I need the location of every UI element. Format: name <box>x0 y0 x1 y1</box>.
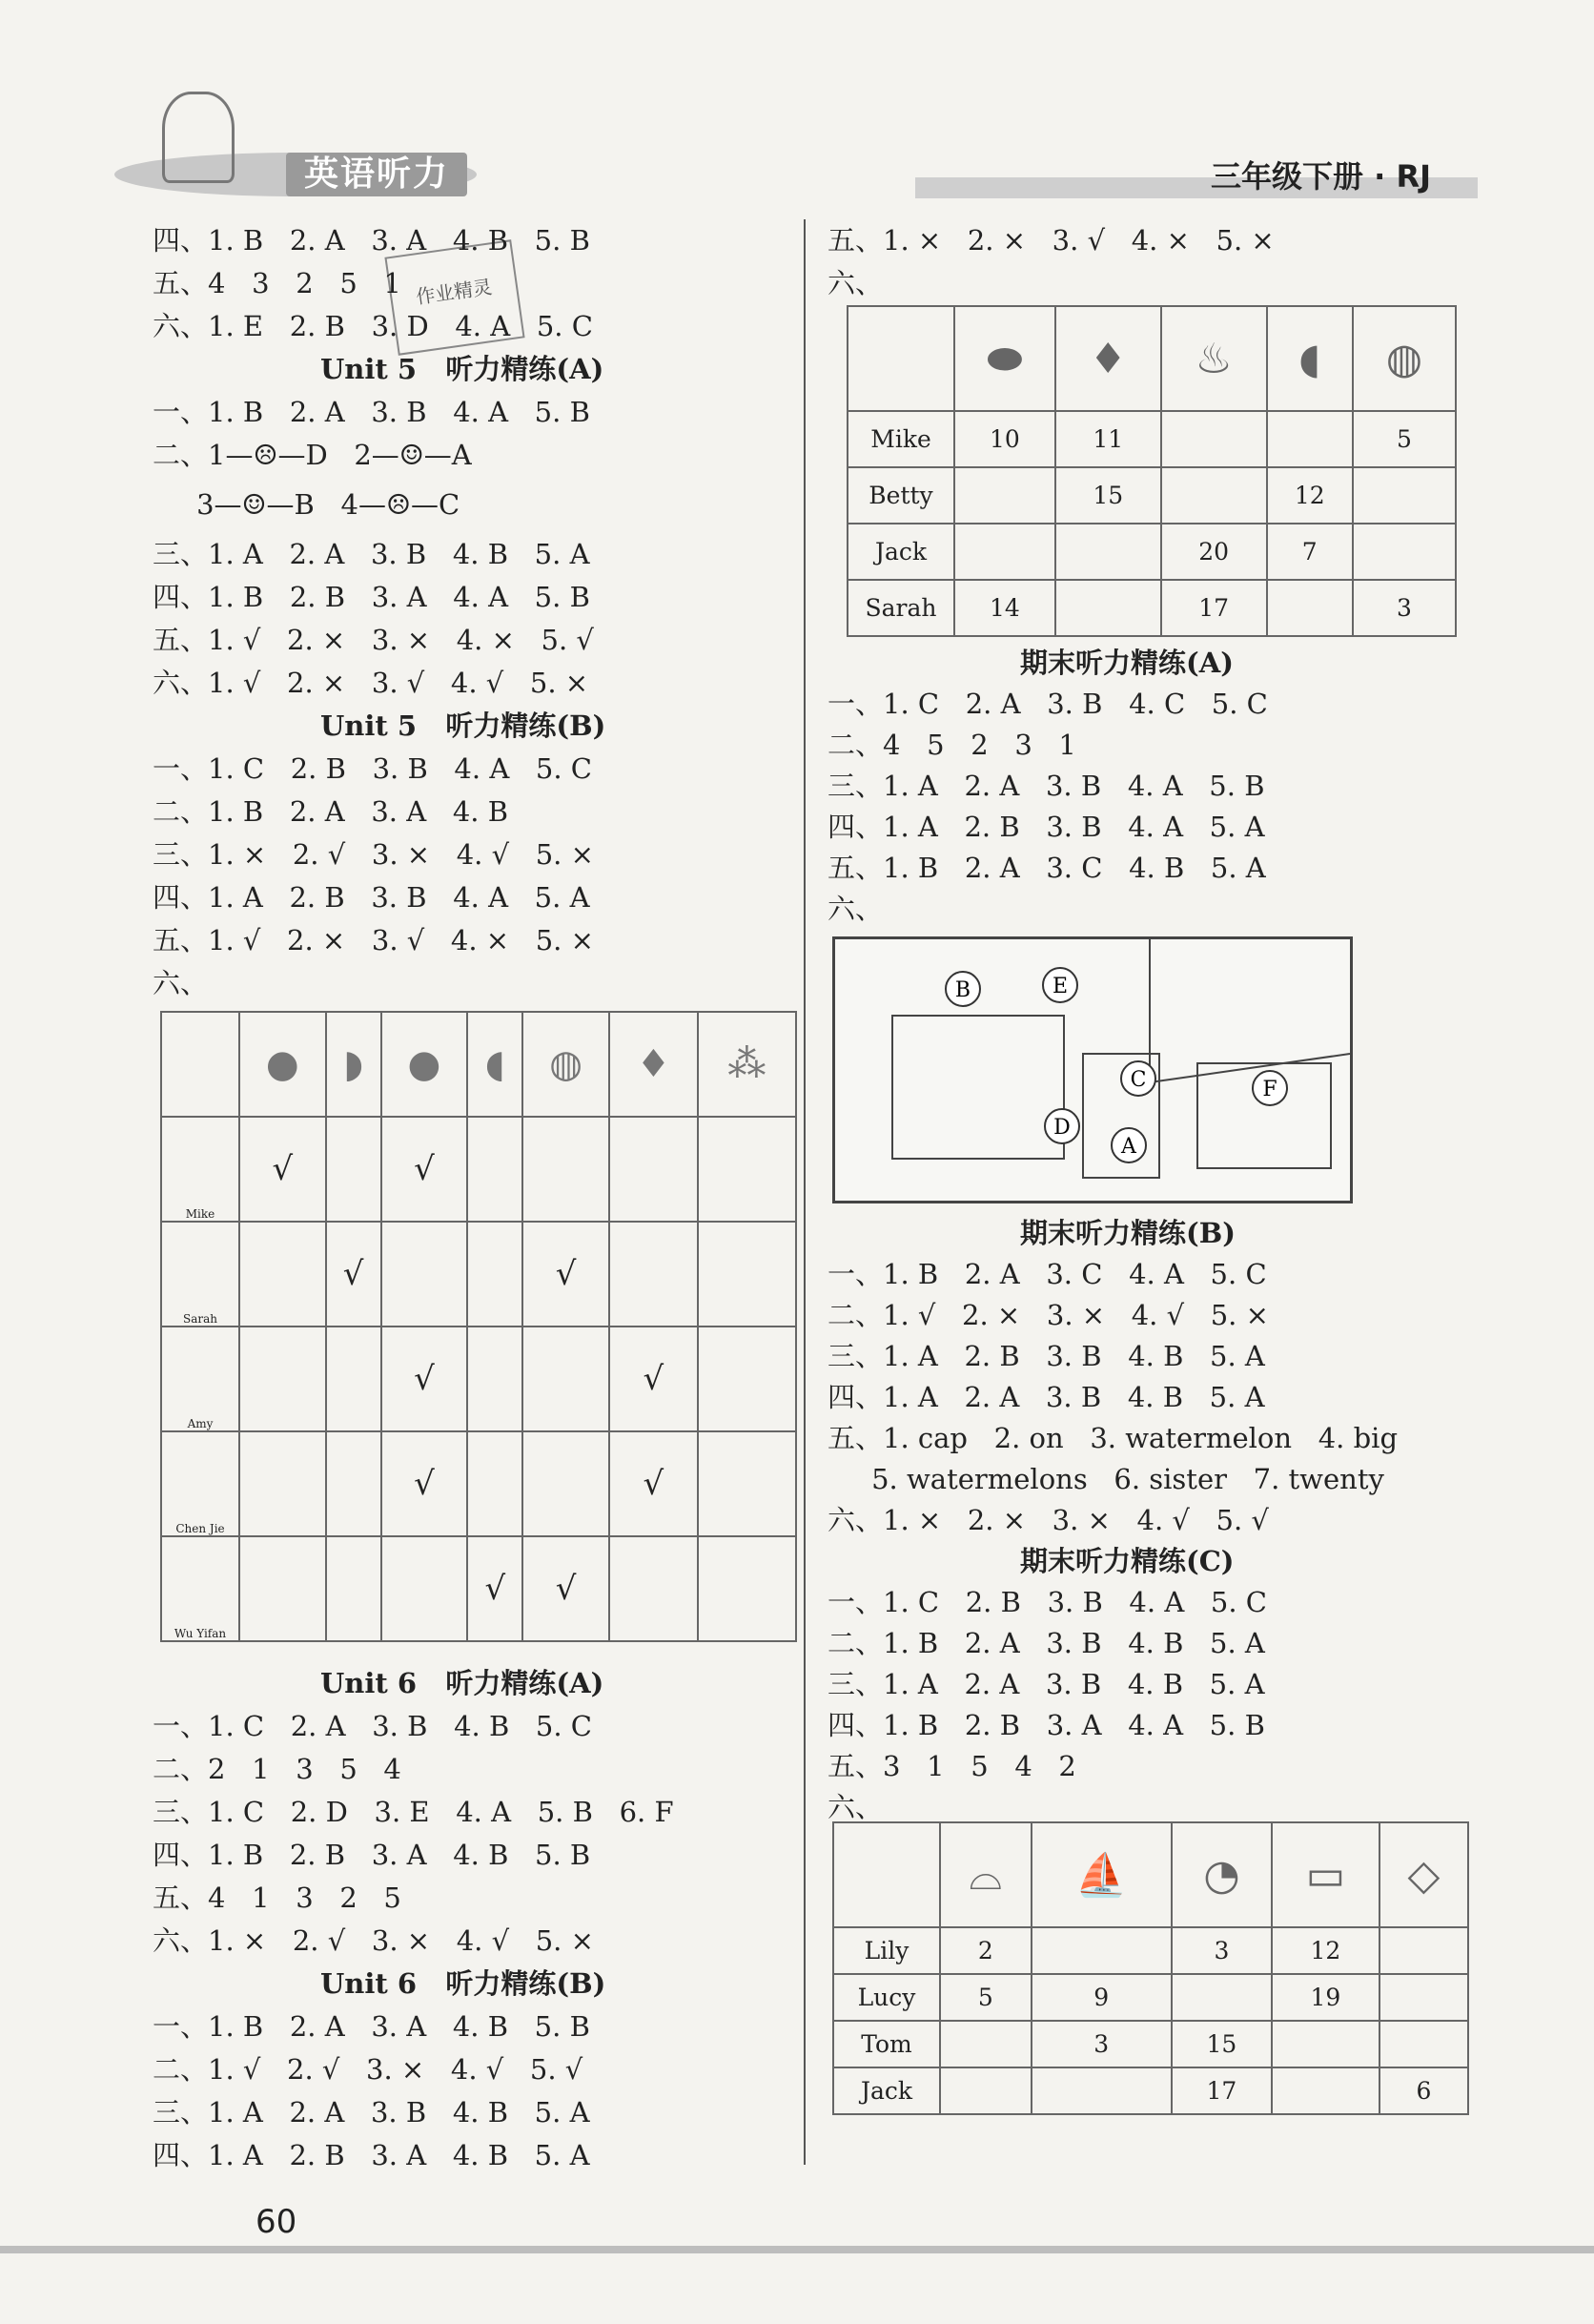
stamp-text: 作业精灵 <box>414 275 494 309</box>
count-cell: 5 <box>940 1974 1032 2021</box>
table-row <box>161 1431 796 1536</box>
pear-icon: ◖ <box>467 1012 522 1117</box>
answer-line: 3—☺—B 4—☹—C <box>153 488 460 521</box>
child-name: Mike <box>161 1117 239 1222</box>
answer-line: 四、1. B 2. B 3. A 4. B 5. B <box>153 1839 591 1871</box>
mark-cell <box>698 1536 796 1641</box>
melon-icon: ⬬ <box>954 306 1055 411</box>
answer-line: 六、 <box>828 1791 884 1823</box>
mark-cell <box>467 1327 522 1431</box>
child-name: Wu Yifan <box>161 1536 239 1641</box>
answer-line: 四、1. A 2. B 3. B 4. A 5. A <box>153 881 590 914</box>
room-label-f <box>1253 1071 1287 1105</box>
answer-line: 三、1. A 2. A 3. B 4. A 5. B <box>828 770 1265 802</box>
mark-cell <box>698 1327 796 1431</box>
answer-line: 六、 <box>828 893 884 925</box>
answer-line: 五、1. √ 2. × 3. √ 4. × 5. × <box>153 924 594 956</box>
answer-line: 五、4 1 3 2 5 <box>153 1882 401 1914</box>
count-cell <box>954 467 1055 524</box>
count-cell <box>940 2021 1032 2067</box>
table-row <box>848 411 1456 467</box>
mark-cell <box>239 1431 326 1536</box>
count-cell: 10 <box>954 411 1055 467</box>
page-number: 60 <box>255 2203 297 2241</box>
answer-line: 二、1. B 2. A 3. B 4. B 5. A <box>828 1627 1265 1659</box>
count-cell <box>1272 2021 1379 2067</box>
count-table <box>847 305 1457 637</box>
section-title: 期末听力精练(A) <box>1020 647 1234 679</box>
count-cell: 20 <box>1161 524 1267 580</box>
table-row <box>161 1222 796 1327</box>
answer-line: 六、1. √ 2. × 3. √ 4. √ 5. × <box>153 667 589 699</box>
child-name: Sarah <box>161 1222 239 1327</box>
mark-cell <box>381 1536 468 1641</box>
footer-line <box>0 2246 1594 2253</box>
mark-cell: √ <box>522 1536 609 1641</box>
answer-line: 一、1. C 2. A 3. B 4. C 5. C <box>828 688 1268 720</box>
count-cell: 9 <box>1032 1974 1172 2021</box>
person-name: Jack <box>833 2067 940 2114</box>
mark-cell: √ <box>326 1222 381 1327</box>
toy-table <box>832 1821 1469 2115</box>
answer-line: 一、1. C 2. B 3. B 4. A 5. C <box>828 1586 1267 1618</box>
mark-cell: √ <box>381 1327 468 1431</box>
count-cell: 12 <box>1267 467 1353 524</box>
svg-text:D: D <box>1053 1116 1071 1140</box>
room-picture <box>832 936 1353 1203</box>
answer-line: 二、2 1 3 5 4 <box>153 1753 401 1785</box>
mark-cell <box>609 1536 698 1641</box>
answer-line: 5. watermelons 6. sister 7. twenty <box>828 1463 1384 1495</box>
count-cell <box>1161 467 1267 524</box>
count-cell <box>1353 524 1456 580</box>
count-cell: 3 <box>1172 1927 1272 1974</box>
count-cell: 5 <box>1353 411 1456 467</box>
room-drawing <box>835 939 1350 1201</box>
count-cell <box>1379 1927 1468 1974</box>
table-row <box>848 580 1456 636</box>
table-row <box>833 2021 1468 2067</box>
boat-icon: ⛵ <box>1032 1822 1172 1927</box>
count-cell: 11 <box>1055 411 1161 467</box>
answer-line: 六、1. × 2. √ 3. × 4. √ 5. × <box>153 1924 594 1957</box>
count-cell <box>1379 1974 1468 2021</box>
count-cell <box>1272 2067 1379 2114</box>
child-name: Chen Jie <box>161 1431 239 1536</box>
answer-line: 一、1. B 2. A 3. B 4. A 5. B <box>153 396 590 428</box>
count-cell <box>1172 1974 1272 2021</box>
count-cell: 17 <box>1161 580 1267 636</box>
table-row <box>833 1927 1468 1974</box>
mark-cell <box>698 1431 796 1536</box>
count-cell: 3 <box>1032 2021 1172 2067</box>
answer-line: 一、1. C 2. A 3. B 4. B 5. C <box>153 1710 592 1742</box>
answer-line: 二、1. √ 2. × 3. × 4. √ 5. × <box>828 1299 1269 1331</box>
mark-cell: √ <box>381 1431 468 1536</box>
answer-line: 四、1. A 2. A 3. B 4. B 5. A <box>828 1381 1265 1413</box>
count-cell <box>1032 1927 1172 1974</box>
count-cell: 17 <box>1172 2067 1272 2114</box>
answer-line: 四、1. B 2. B 3. A 4. A 5. B <box>153 581 590 613</box>
mark-cell <box>239 1222 326 1327</box>
answer-line: 五、1. √ 2. × 3. × 4. × 5. √ <box>153 624 594 656</box>
child-name: Amy <box>161 1327 239 1431</box>
mark-cell <box>522 1327 609 1431</box>
count-cell: 3 <box>1353 580 1456 636</box>
answer-line: 三、1. A 2. B 3. B 4. B 5. A <box>828 1340 1265 1372</box>
answer-line: 四、1. A 2. B 3. A 4. B 5. A <box>153 2139 590 2171</box>
table-row <box>161 1117 796 1222</box>
answer-line: 五、4 3 2 5 1 <box>153 267 401 299</box>
answer-line: 三、1. A 2. A 3. B 4. B 5. A <box>153 538 590 570</box>
answer-line: 六、 <box>828 267 884 299</box>
mark-cell <box>698 1222 796 1327</box>
grape-icon: ⁂ <box>698 1012 796 1117</box>
answer-line: 五、1. × 2. × 3. √ 4. × 5. × <box>828 224 1275 257</box>
count-cell: 12 <box>1272 1927 1379 1974</box>
mark-cell <box>609 1117 698 1222</box>
section-title: Unit 6 听力精练(B) <box>320 1967 606 2000</box>
room-label-a <box>1112 1128 1146 1162</box>
answer-line: 三、1. A 2. A 3. B 4. B 5. A <box>153 2096 590 2129</box>
count-cell <box>1379 2021 1468 2067</box>
answer-line: 一、1. C 2. B 3. B 4. A 5. C <box>153 752 592 785</box>
answer-line: 三、1. C 2. D 3. E 4. A 5. B 6. F <box>153 1796 674 1828</box>
person-name: Jack <box>848 524 954 580</box>
table-row <box>161 1327 796 1431</box>
strawberry-icon: ♦ <box>609 1012 698 1117</box>
section-title: Unit 5 听力精练(A) <box>320 353 604 385</box>
count-cell <box>1267 580 1353 636</box>
grade-label: 三年级下册 · RJ <box>1211 158 1431 195</box>
watermelon-icon: ◍ <box>1353 306 1456 411</box>
corner-cell <box>161 1012 239 1117</box>
count-cell: 15 <box>1055 467 1161 524</box>
count-cell: 19 <box>1272 1974 1379 2021</box>
mark-cell <box>326 1431 381 1536</box>
corner-cell <box>833 1822 940 1927</box>
mark-cell: √ <box>239 1117 326 1222</box>
table-row <box>848 467 1456 524</box>
column-divider <box>804 219 806 2165</box>
strawberry-icon: ♦ <box>1055 306 1161 411</box>
count-cell: 15 <box>1172 2021 1272 2067</box>
corner-cell <box>848 306 954 411</box>
person-name: Betty <box>848 467 954 524</box>
answer-line: 二、1. √ 2. √ 3. × 4. √ 5. √ <box>153 2053 583 2086</box>
orange-icon: ● <box>381 1012 468 1117</box>
answer-line: 四、1. B 2. B 3. A 4. A 5. B <box>828 1709 1265 1741</box>
table-row <box>833 1974 1468 2021</box>
answer-line: 六、 <box>153 967 209 999</box>
mark-cell <box>467 1222 522 1327</box>
mascot-icon <box>162 92 235 183</box>
mark-cell: √ <box>609 1327 698 1431</box>
person-name: Tom <box>833 2021 940 2067</box>
count-cell <box>954 524 1055 580</box>
count-cell: 6 <box>1379 2067 1468 2114</box>
mark-cell <box>522 1117 609 1222</box>
section-title: Unit 6 听力精练(A) <box>320 1667 604 1699</box>
answer-line: 五、3 1 5 4 2 <box>828 1750 1076 1782</box>
count-cell <box>940 2067 1032 2114</box>
answer-line: 二、1—☹—D 2—☺—A <box>153 439 472 471</box>
mark-cell <box>239 1327 326 1431</box>
brand-title: 英语听力 <box>286 153 467 196</box>
answer-line: 三、1. A 2. A 3. B 4. B 5. A <box>828 1668 1265 1700</box>
answer-line: 四、1. B 2. A 3. A 4. B 5. B <box>153 224 590 257</box>
table-row <box>848 524 1456 580</box>
mark-cell: √ <box>522 1222 609 1327</box>
svg-text:B: B <box>954 978 971 1002</box>
mark-cell <box>698 1117 796 1222</box>
mark-cell: √ <box>381 1117 468 1222</box>
person-name: Mike <box>848 411 954 467</box>
fruit-table <box>160 1011 797 1642</box>
answer-line: 三、1. × 2. √ 3. × 4. √ 5. × <box>153 838 594 871</box>
section-title: 期末听力精练(C) <box>1020 1545 1235 1577</box>
room-label-e <box>1043 968 1077 1002</box>
mark-cell: √ <box>609 1431 698 1536</box>
svg-text:C: C <box>1130 1068 1147 1092</box>
banana-icon: ◗ <box>326 1012 381 1117</box>
mark-cell: √ <box>467 1536 522 1641</box>
mark-cell <box>467 1117 522 1222</box>
answer-line: 五、1. cap 2. on 3. watermelon 4. big <box>828 1422 1399 1454</box>
mark-cell <box>609 1222 698 1327</box>
kite-icon: ◇ <box>1379 1822 1468 1927</box>
mark-cell <box>239 1536 326 1641</box>
count-cell <box>1055 580 1161 636</box>
room-label-d <box>1045 1109 1079 1143</box>
count-cell: 2 <box>940 1927 1032 1974</box>
svg-text:E: E <box>1052 975 1069 998</box>
apple-icon: ● <box>239 1012 326 1117</box>
table-row <box>833 2067 1468 2114</box>
section-title: Unit 5 听力精练(B) <box>320 710 606 742</box>
answer-line: 二、4 5 2 3 1 <box>828 729 1076 761</box>
mark-cell <box>522 1431 609 1536</box>
person-name: Lucy <box>833 1974 940 2021</box>
table-row <box>161 1536 796 1641</box>
person-name: Sarah <box>848 580 954 636</box>
cap-icon: ⌓ <box>940 1822 1032 1927</box>
person-name: Lily <box>833 1927 940 1974</box>
svg-text:F: F <box>1262 1078 1277 1101</box>
count-cell: 14 <box>954 580 1055 636</box>
pear-icon: ◖ <box>1267 306 1353 411</box>
count-cell <box>1267 411 1353 467</box>
svg-text:A: A <box>1121 1135 1136 1159</box>
mark-cell <box>326 1536 381 1641</box>
answer-line: 六、1. × 2. × 3. × 4. √ 5. √ <box>828 1504 1269 1536</box>
mark-cell <box>467 1431 522 1536</box>
cake-icon: ♨ <box>1161 306 1267 411</box>
room-label-c <box>1121 1061 1155 1096</box>
count-cell <box>1055 524 1161 580</box>
section-title: 期末听力精练(B) <box>1020 1217 1236 1249</box>
answer-line: 二、1. B 2. A 3. A 4. B <box>153 795 509 828</box>
ball-icon: ◔ <box>1172 1822 1272 1927</box>
answer-line: 一、1. B 2. A 3. A 4. B 5. B <box>153 2010 590 2043</box>
count-cell <box>1032 2067 1172 2114</box>
count-cell <box>1161 411 1267 467</box>
car-icon: ▭ <box>1272 1822 1379 1927</box>
answer-line: 五、1. B 2. A 3. C 4. B 5. A <box>828 852 1266 884</box>
watermelon-icon: ◍ <box>522 1012 609 1117</box>
mark-cell <box>381 1222 468 1327</box>
answer-line: 四、1. A 2. B 3. B 4. A 5. A <box>828 811 1265 843</box>
room-label-b <box>946 972 980 1006</box>
mark-cell <box>326 1327 381 1431</box>
count-cell <box>1353 467 1456 524</box>
count-cell: 7 <box>1267 524 1353 580</box>
answer-line: 一、1. B 2. A 3. C 4. A 5. C <box>828 1258 1267 1290</box>
answer-line: 六、1. E 2. B 3. D 4. A 5. C <box>153 310 593 342</box>
mark-cell <box>326 1117 381 1222</box>
